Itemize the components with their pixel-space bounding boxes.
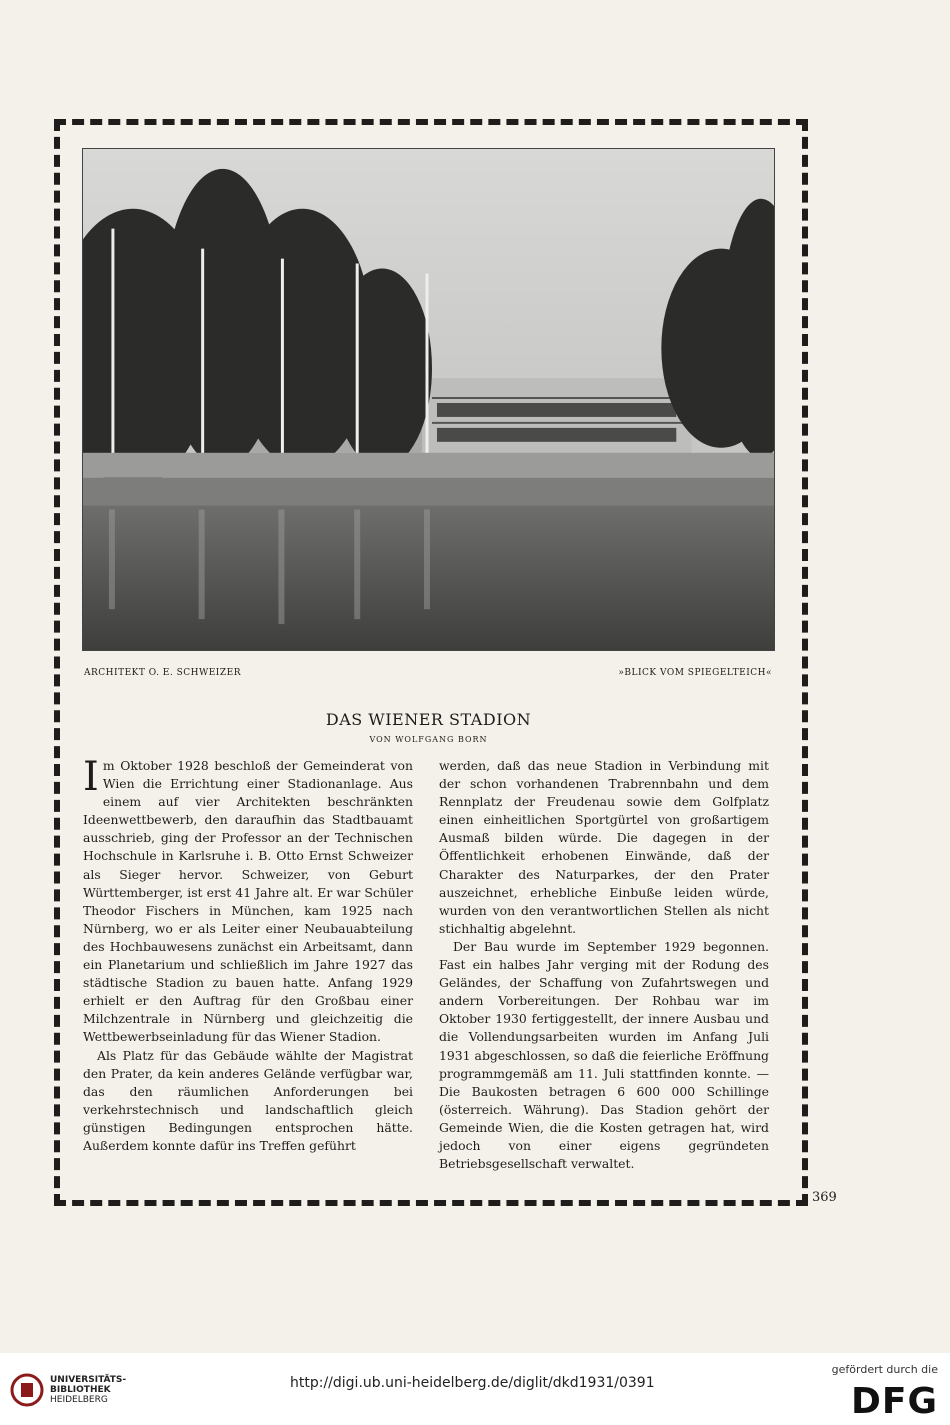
stadium-photo	[82, 148, 775, 651]
uni-name-line2: BIBLIOTHEK	[50, 1385, 111, 1395]
article-title: DAS WIENER STADION	[325, 710, 532, 729]
text-column-right	[439, 757, 769, 1173]
dfg-label: gefördert durch die	[831, 1363, 938, 1376]
paragraph-text: m Oktober 1928 beschloß der Gemeinderat von Wien die Errichtung einer Stadionanlage. Aus einem auf vier Architekten beschränkten Ideenwettbewerb, den daraufhin das Stadtbauamt ausschrieb, ging der Professor an der Technischen Hochschule in Karlsruhe i. B. Otto Ernst Schweizer als Sieger hervor. Schweizer, von Geburt Württemberger, ist erst 41 Jahre alt. Er war Schüler Theodor Fischers in München, kam 1925 nach Nürnberg, wo er als Leiter einer Neubauabteilung des Hochbauwesens zunächst ein Arbeitsamt, dann ein Planetarium und schließlich im Jahre 1927 das städtische Stadion zu bauen hatte. Anfang 1929 erhielt er den Auftrag für den Großbau einer Milchzentrale in Nürnberg und gleichzeitig die Wettbewerbseinladung für das Wiener Stadion.	[83, 758, 413, 1045]
paragraph: werden, daß das neue Stadion in Verbindung mit der schon vorhandenen Trabrennbahn und dem Rennplatz der Freudenau sowie dem Golfplatz einen einheitlichen Sportgürtel von großartigem Ausmaß bilden würde. Die dagegen in der Öffentlichkeit erhobenen Einwände, daß der Charakter des Naturparkes, der den Prater auszeichnet, erhebliche Einbuße leiden würde, wurden von den verantwortlichen Stellen als nicht stichhaltig abgelehnt.	[439, 758, 769, 936]
paragraph: Der Bau wurde im September 1929 begonnen. Fast ein halbes Jahr verging mit der Rodung des Geländes, der Schaffung von Zufahrtswegen und andern Vorbereitungen. Der Rohbau war im Oktober 1930 fertiggestellt, der innere Ausbau und die Vollendungsarbeiten wurden im Anfang Juli 1931 abgeschlossen, so daß die feierliche Eröffnung programmgemäß am 11. Juli stattfinden konnte. — Die Baukosten betragen 6 600 000 Schillinge (österreich. Währung). Das Stadion gehört der Gemeinde Wien, die die Kosten getragen hat, wird jedoch von einer eigens gegründeten Betriebsgesellschaft verwaltet.	[439, 938, 769, 1172]
library-seal-icon	[10, 1373, 44, 1407]
uni-name-line1: UNIVERSITÄTS-	[50, 1375, 127, 1385]
university-logo[interactable]	[10, 1373, 126, 1407]
footer-bar	[0, 1353, 950, 1425]
source-url[interactable]: http://digi.ub.uni-heidelberg.de/diglit/dkd1931/0391	[290, 1375, 655, 1391]
paragraph: Als Platz für das Gebäude wählte der Magistrat den Prater, da kein anderes Gelände verfügbar war, das den räumlichen Anforderungen bei verkehrstechnisch und landschaftlich gleich günstigen Bedingungen entsprochen hätte. Außerdem konnte dafür ins Treffen geführt	[83, 1047, 413, 1153]
photo-caption-architect: ARCHITEKT O. E. SCHWEIZER	[84, 668, 241, 678]
drop-cap: I	[83, 754, 99, 800]
uni-name-line3: HEIDELBERG	[50, 1395, 108, 1405]
page-number: 369	[812, 1190, 837, 1205]
photo-caption-view: »BLICK VOM SPIEGELTEICH«	[618, 668, 772, 678]
dfg-logo[interactable]: DFG	[850, 1381, 938, 1422]
text-column-left	[83, 754, 413, 1155]
paragraph	[83, 754, 413, 1047]
article-byline: VON WOLFGANG BORN	[369, 735, 488, 744]
